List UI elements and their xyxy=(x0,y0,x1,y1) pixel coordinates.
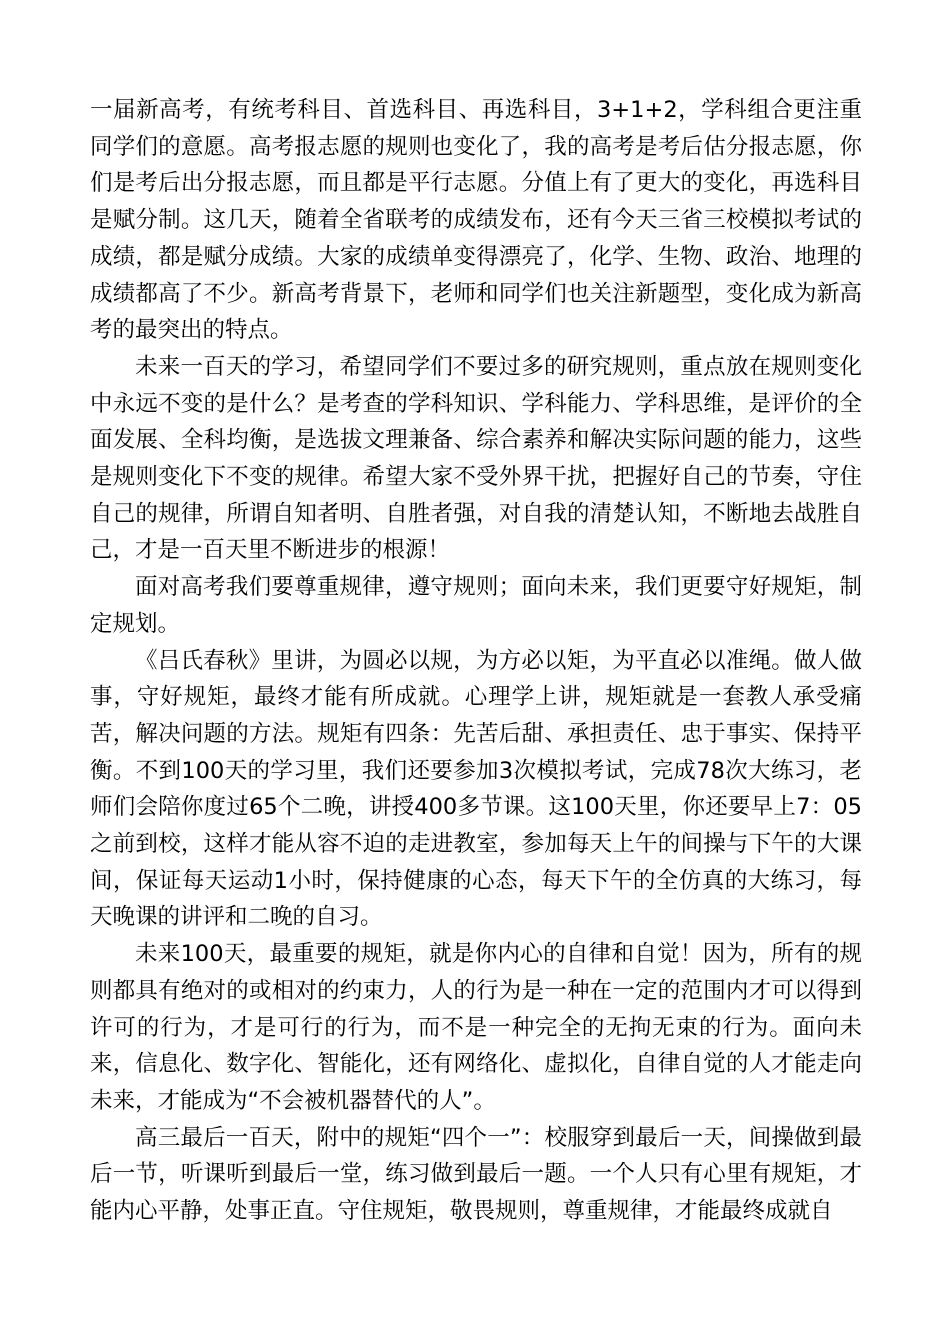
paragraph-2: 未来一百天的学习，希望同学们不要过多的研究规则，重点放在规则变化中永远不变的是什么？是考查的学科知识、学科能力、学科思维，是评价的全面发展、全科均衡，是选拔文理兼备、综合素养和解决实际问题的能力，这些是规则变化下不变的规律。希望大家不受外界干扰，把握好自己的节奏，守住自己的规律，所谓自知者明、自胜者强，对自我的清楚认知，不断地去战胜自己，才是一百天里不断进步的根源！ xyxy=(90,353,862,564)
paragraph-5: 未来100天，最重要的规矩，就是你内心的自律和自觉！因为，所有的规则都具有绝对的或相对的约束力，人的行为是一种在一定的范围内才可以得到许可的行为，才是可行的行为，而不是一种完全的无拘无束的行为。面向未来，信息化、数字化、智能化，还有网络化、虚拟化，自律自觉的人才能走向未来，才能成为“不会被机器替代的人”。 xyxy=(90,941,862,1114)
document-page xyxy=(90,92,862,1230)
paragraph-3: 面对高考我们要尊重规律，遵守规则；面向未来，我们更要守好规矩，制定规划。 xyxy=(90,574,862,637)
paragraph-1: 一届新高考，有统考科目、首选科目、再选科目，3+1+2，学科组合更注重同学们的意愿。高考报志愿的规则也变化了，我的高考是考后估分报志愿，你们是考后出分报志愿，而且都是平行志愿。分值上有了更大的变化，再选科目是赋分制。这几天，随着全省联考的成绩发布，还有今天三省三校模拟考试的成绩，都是赋分成绩。大家的成绩单变得漂亮了，化学、生物、政治、地理的成绩都高了不少。新高考背景下，老师和同学们也关注新题型，变化成为新高考的最突出的特点。 xyxy=(90,97,862,344)
paragraph-4: 《吕氏春秋》里讲，为圆必以规，为方必以矩，为平直必以准绳。做人做事，守好规矩，最终才能有所成就。心理学上讲，规矩就是一套教人承受痛苦，解决问题的方法。规矩有四条：先苦后甜、承担责任、忠于事实、保持平衡。不到100天的学习里，我们还要参加3次模拟考试，完成78次大练习，老师们会陪你度过65个二晚，讲授400多节课。这100天里，你还要早上7：05之前到校，这样才能从容不迫的走进教室，参加每天上午的间操与下午的大课间，保证每天运动1小时，保持健康的心态，每天下午的全仿真的大练习，每天晚课的讲评和二晚的自习。 xyxy=(90,647,862,931)
paragraph-6: 高三最后一百天，附中的规矩“四个一”：校服穿到最后一天，间操做到最后一节，听课听到最后一堂，练习做到最后一题。一个人只有心里有规矩，才能内心平静，处事正直。守住规矩，敬畏规则，尊重规律，才能最终成就自 xyxy=(90,1124,862,1225)
